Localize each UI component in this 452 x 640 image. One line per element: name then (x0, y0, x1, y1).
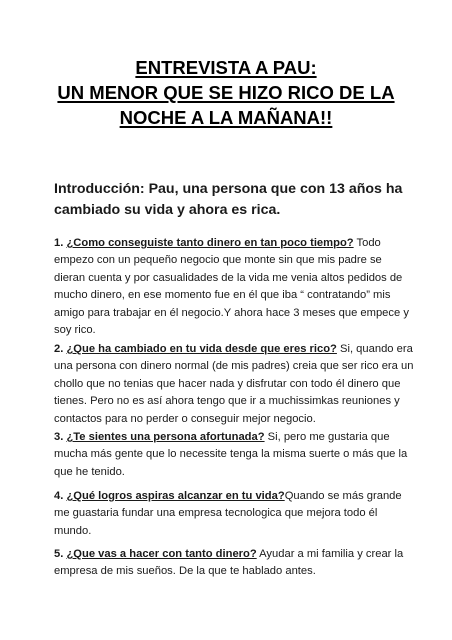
qa-item-2 (54, 341, 414, 428)
qa-3-number: 3. (54, 431, 67, 443)
qa-item-1 (54, 235, 414, 339)
qa-1-question-text: ¿Como conseguiste tanto dinero en tan poco tiempo? (66, 237, 354, 249)
title-line-3: NOCHE A LA MAÑANA!! (119, 107, 333, 128)
intro-line-1: Introducción: Pau, una persona que con 13 años ha (54, 181, 403, 197)
qa-5-question-text: ¿Que vas a hacer con tanto dinero? (66, 548, 257, 560)
qa-2-question-text: ¿Que ha cambiado en tu vida desde que eres rico? (66, 343, 337, 355)
qa-1-line: dieran cuenta y por casualidades de la vida me venia altos pedidos de (54, 271, 403, 284)
intro-line-2: cambiado su vida y ahora es rica. (54, 202, 281, 218)
title-line-1: ENTREVISTA A PAU: (135, 57, 317, 78)
qa-5-answer-start: Ayudar a mi familia y crear la (256, 548, 404, 560)
qa-3-line: mucha más gente que lo necessite tenga la misma suerte o más que la (54, 448, 408, 461)
qa-1-line: empezo con un pequeño negocio que monte sin que mis padre se (54, 254, 382, 267)
qa-item-4 (54, 488, 414, 540)
introduction (54, 179, 414, 221)
qa-3-first-line (54, 429, 414, 446)
qa-2-answer-start: Si, quando era (336, 343, 413, 355)
qa-1-line: amigo para trabajar en él negocio.Y ahora hace 3 meses que empece y (54, 306, 409, 319)
qa-2-line: tienes. Pero no es así ahora tengo que ir a muchissimkas reuniones y (54, 395, 400, 408)
qa-2-line: contactos para no perder o conseguir mejor negocio. (54, 412, 316, 425)
qa-1-question (54, 237, 354, 249)
qa-2-question (54, 343, 337, 355)
qa-5-number: 5. (54, 548, 67, 560)
document-title (40, 55, 412, 130)
qa-3-question-text: ¿Te sientes una persona afortunada? (66, 431, 265, 443)
qa-4-line: mundo. (54, 524, 92, 537)
qa-1-line: soy rico. (54, 324, 96, 337)
qa-2-line: una persona con dinero normal (de mis padres) creia que ser rico era un (54, 360, 414, 373)
qa-1-line: mucho dinero, en ese momento fue en él que iba “ contratando” mis (54, 289, 391, 302)
qa-1-answer-start: Todo (353, 237, 381, 249)
qa-5-first-line (54, 546, 414, 563)
qa-5-line: empresa de mis sueños. De la que te hablado antes. (54, 565, 316, 578)
qa-3-line: que he tenido. (54, 465, 125, 478)
qa-3-answer-start: Si, pero me gustaria que (264, 431, 390, 443)
qa-4-line: me guastaria fundar una empresa tecnologica que mejora todo él (54, 507, 378, 520)
qa-1-number: 1. (54, 237, 67, 249)
qa-4-question (54, 490, 285, 502)
qa-4-first-line (54, 488, 414, 505)
qa-2-first-line (54, 341, 414, 358)
qa-item-3 (54, 429, 414, 481)
qa-4-question-text: ¿Qué logros aspiras alcanzar en tu vida? (66, 490, 285, 502)
title-line-2: UN MENOR QUE SE HIZO RICO DE LA (57, 82, 395, 103)
qa-2-line: chollo que no tenias que hacer nada y disfrutar con todo él dinero que (54, 377, 401, 390)
qa-item-5 (54, 546, 414, 581)
qa-5-question (54, 548, 257, 560)
qa-4-number: 4. (54, 490, 67, 502)
qa-2-number: 2. (54, 343, 67, 355)
qa-3-question (54, 431, 265, 443)
qa-1-first-line (54, 235, 414, 252)
qa-4-answer-start: Quando se más grande (284, 490, 402, 502)
